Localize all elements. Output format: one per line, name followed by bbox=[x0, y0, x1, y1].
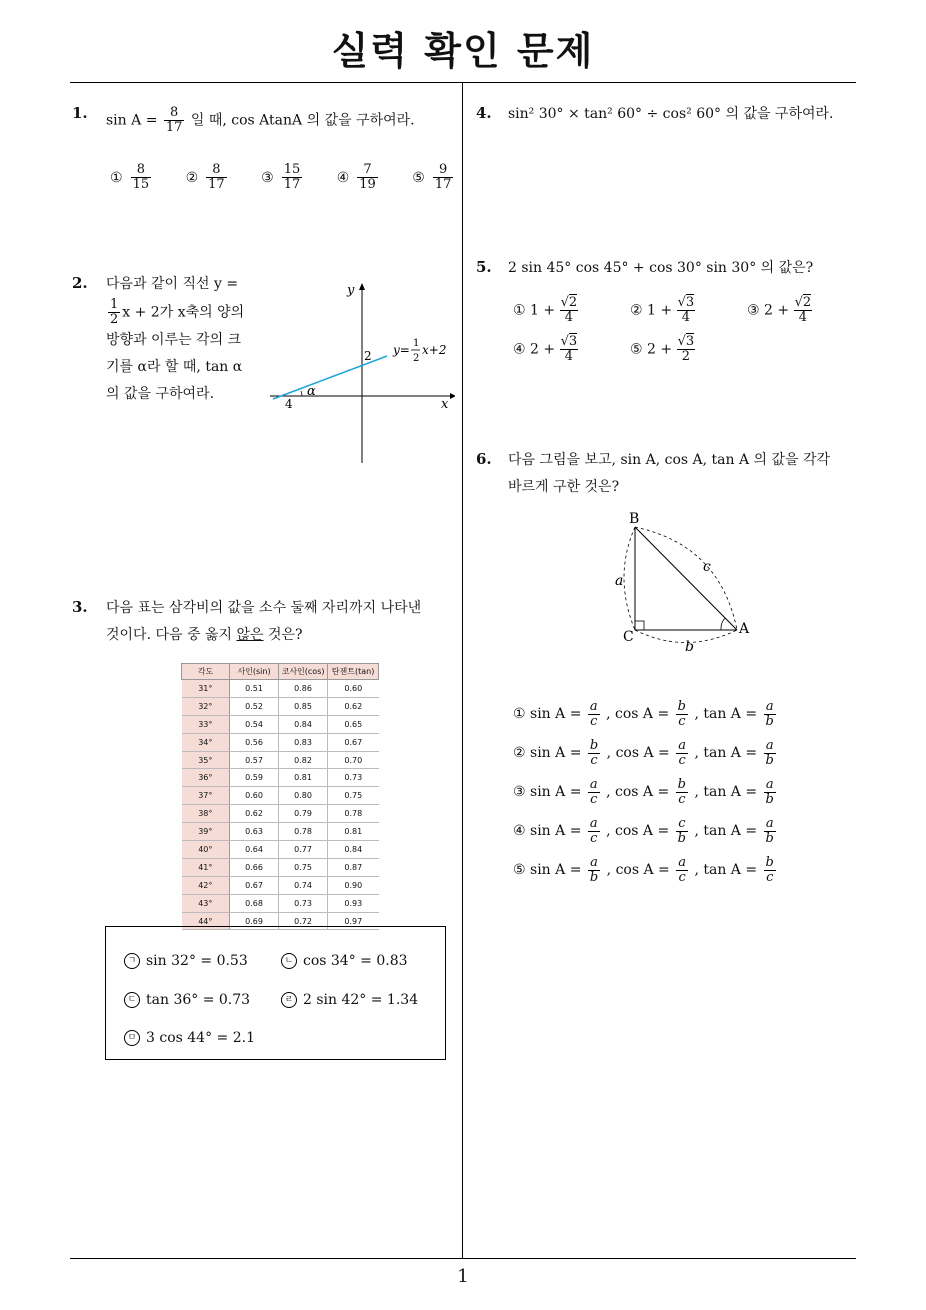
table-row bbox=[182, 841, 379, 859]
top-rule bbox=[70, 82, 856, 83]
question-2-number: 2. bbox=[72, 274, 88, 292]
value-cell: 0.79 bbox=[278, 805, 327, 823]
statement-item[interactable]: ㄴ cos 34° = 0.83 bbox=[281, 953, 408, 969]
q2-line: 방향과 이루는 각의 크 bbox=[106, 332, 242, 348]
q5-choice[interactable]: ② 1 + $\frac{√3}{4}$ bbox=[630, 295, 695, 325]
q2-line: 다음과 같이 직선 y = bbox=[106, 276, 239, 292]
angle-cell: 39° bbox=[182, 823, 230, 841]
value-cell: 0.86 bbox=[278, 680, 327, 698]
side-a-label: a bbox=[615, 573, 624, 589]
q5-choice[interactable]: ① 1 + $\frac{√2}{4}$ bbox=[513, 295, 578, 325]
statement-item[interactable]: ㄷ tan 36° = 0.73 bbox=[124, 992, 250, 1008]
table-header-row: 각도 사인(sin) 코사인(cos) 탄젠트(tan) bbox=[182, 664, 379, 680]
q5-choice[interactable]: ③ 2 + $\frac{√2}{4}$ bbox=[747, 295, 812, 325]
vertex-C: C bbox=[623, 629, 634, 645]
q1-choice[interactable]: ④ $\frac{7}{19}$ bbox=[336, 162, 376, 192]
value-cell: 0.73 bbox=[328, 769, 379, 787]
value-cell: 0.81 bbox=[278, 769, 327, 787]
side-c bbox=[635, 527, 737, 630]
table-row bbox=[182, 805, 379, 823]
value-cell: 0.67 bbox=[230, 876, 279, 894]
value-cell: 0.84 bbox=[278, 715, 327, 733]
value-cell: 0.84 bbox=[328, 841, 379, 859]
statement-box bbox=[105, 926, 446, 1060]
question-1-choices bbox=[110, 163, 483, 192]
page-title: 실력 확인 문제 bbox=[331, 29, 595, 73]
question-1-number: 1. bbox=[72, 104, 88, 122]
value-cell: 0.77 bbox=[278, 841, 327, 859]
angle-A-arc bbox=[721, 618, 725, 630]
eq-pre: y= bbox=[393, 343, 410, 357]
page-number: 1 bbox=[457, 1266, 469, 1287]
brace-a bbox=[624, 527, 635, 630]
value-cell: 0.93 bbox=[328, 894, 379, 912]
q6-choice[interactable]: ⑤ sin A = $\frac{a}{b}$ , cos A = $\frac{a}{c}$ , tan A = $\frac{b}{c}$ bbox=[513, 854, 774, 885]
angle-cell: 33° bbox=[182, 715, 230, 733]
q6-choice[interactable]: ② sin A = $\frac{b}{c}$ , cos A = $\frac{a}{c}$ , tan A = $\frac{a}{b}$ bbox=[513, 737, 774, 768]
value-cell: 0.75 bbox=[278, 858, 327, 876]
value-cell: 0.51 bbox=[230, 680, 279, 698]
value-cell: 0.72 bbox=[278, 912, 327, 930]
side-c-label: c bbox=[703, 559, 711, 575]
angle-cell: 44° bbox=[182, 912, 230, 930]
value-cell: 0.87 bbox=[328, 858, 379, 876]
y-intercept-label: 2 bbox=[364, 349, 372, 363]
question-3-number: 3. bbox=[72, 598, 88, 616]
statement-item[interactable]: ㄱ sin 32° = 0.53 bbox=[124, 953, 248, 969]
q2-line: 기를 α라 할 때, tan α bbox=[106, 359, 243, 375]
value-cell: 0.82 bbox=[278, 751, 327, 769]
value-cell: 0.60 bbox=[230, 787, 279, 805]
q2-line: $\frac{1}{2}$ x + 2가 x축의 양의 bbox=[110, 297, 245, 327]
angle-arc bbox=[301, 391, 302, 396]
value-cell: 0.56 bbox=[230, 733, 279, 751]
value-cell: 0.57 bbox=[230, 751, 279, 769]
q6-choice[interactable]: ④ sin A = $\frac{a}{c}$ , cos A = $\frac{c}{b}$ , tan A = $\frac{a}{b}$ bbox=[513, 815, 774, 846]
column-divider bbox=[462, 82, 463, 1258]
vertex-A: A bbox=[739, 621, 750, 637]
table-body bbox=[182, 680, 379, 930]
q2-fraction: $\frac{1}{2}$ bbox=[110, 297, 119, 327]
question-4-text: sin² 30° × tan² 60° ÷ cos² 60° 의 값을 구하여라. bbox=[508, 106, 834, 122]
eq-post: x+2 bbox=[422, 343, 447, 357]
question-5-number: 5. bbox=[476, 258, 492, 276]
eq-den: 2 bbox=[413, 353, 420, 364]
value-cell: 0.73 bbox=[278, 894, 327, 912]
value-cell: 0.97 bbox=[328, 912, 379, 930]
table-row bbox=[182, 858, 379, 876]
trig-table bbox=[181, 663, 379, 930]
q1-choice[interactable]: ③ $\frac{15}{17}$ bbox=[261, 162, 301, 192]
x-axis-label: x bbox=[441, 397, 449, 412]
q1-choice[interactable]: ① $\frac{8}{15}$ bbox=[110, 162, 150, 192]
value-cell: 0.75 bbox=[328, 787, 379, 805]
q5-choice[interactable]: ④ 2 + $\frac{√3}{4}$ bbox=[513, 334, 578, 364]
value-cell: 0.52 bbox=[230, 697, 279, 715]
angle-cell: 41° bbox=[182, 858, 230, 876]
value-cell: 0.54 bbox=[230, 715, 279, 733]
angle-label: α bbox=[307, 384, 316, 399]
value-cell: 0.59 bbox=[230, 769, 279, 787]
value-cell: 0.68 bbox=[230, 894, 279, 912]
table-row bbox=[182, 769, 379, 787]
eq-num: 1 bbox=[413, 338, 420, 349]
x-intercept-label: 4 bbox=[285, 397, 293, 411]
angle-cell: 38° bbox=[182, 805, 230, 823]
table-row bbox=[182, 697, 379, 715]
q2-line: 의 값을 구하여라. bbox=[106, 386, 215, 402]
angle-cell: 34° bbox=[182, 733, 230, 751]
angle-cell: 35° bbox=[182, 751, 230, 769]
y-axis-label: y bbox=[347, 283, 355, 298]
value-cell: 0.62 bbox=[230, 805, 279, 823]
value-cell: 0.67 bbox=[328, 733, 379, 751]
table-row bbox=[182, 823, 379, 841]
angle-cell: 40° bbox=[182, 841, 230, 859]
bottom-rule bbox=[70, 1258, 856, 1259]
q6-choice[interactable]: ③ sin A = $\frac{a}{c}$ , cos A = $\frac{b}{c}$ , tan A = $\frac{a}{b}$ bbox=[513, 776, 774, 807]
q1-pre: sin A = bbox=[106, 112, 158, 129]
right-angle-mark bbox=[635, 621, 644, 630]
q3-line: 것이다. 다음 중 옳지 않은 것은? bbox=[106, 627, 303, 643]
q6-line: 다음 그림을 보고, sin A, cos A, tan A 의 값을 각각 bbox=[508, 452, 831, 468]
value-cell: 0.78 bbox=[278, 823, 327, 841]
vertex-B: B bbox=[629, 511, 640, 527]
question-6-number: 6. bbox=[476, 450, 492, 468]
value-cell: 0.63 bbox=[230, 823, 279, 841]
question-6-text bbox=[508, 447, 858, 501]
q1-choice[interactable]: ② $\frac{8}{17}$ bbox=[185, 162, 225, 192]
table-row bbox=[182, 876, 379, 894]
angle-cell: 37° bbox=[182, 787, 230, 805]
q6-choice[interactable]: ① sin A = $\frac{a}{c}$ , cos A = $\frac{b}{c}$ , tan A = $\frac{a}{b}$ bbox=[513, 698, 774, 729]
question-3-text bbox=[106, 595, 456, 649]
value-cell: 0.60 bbox=[328, 680, 379, 698]
q1-post: 일 때, cos AtanA 의 값을 구하여라. bbox=[190, 112, 415, 129]
value-cell: 0.66 bbox=[230, 858, 279, 876]
question-6-choices bbox=[513, 695, 778, 890]
statement-item[interactable]: ㅁ 3 cos 44° = 2.1 bbox=[124, 1030, 255, 1046]
table-row bbox=[182, 733, 379, 751]
value-cell: 0.90 bbox=[328, 876, 379, 894]
value-cell: 0.78 bbox=[328, 805, 379, 823]
value-cell: 0.74 bbox=[278, 876, 327, 894]
question-1-text bbox=[106, 106, 415, 135]
table-row bbox=[182, 894, 379, 912]
value-cell: 0.80 bbox=[278, 787, 327, 805]
q1-fraction: $\frac{8}{17}$ bbox=[165, 105, 183, 135]
value-cell: 0.69 bbox=[230, 912, 279, 930]
angle-cell: 36° bbox=[182, 769, 230, 787]
value-cell: 0.83 bbox=[278, 733, 327, 751]
table-row bbox=[182, 751, 379, 769]
q2-graph bbox=[265, 280, 455, 470]
value-cell: 0.62 bbox=[328, 697, 379, 715]
table-row bbox=[182, 787, 379, 805]
side-b-label: b bbox=[685, 639, 694, 655]
question-5-text: 2 sin 45° cos 45° + cos 30° sin 30° 의 값은? bbox=[508, 260, 814, 276]
table-row bbox=[182, 680, 379, 698]
q6-triangle bbox=[605, 505, 765, 660]
table-row bbox=[182, 715, 379, 733]
angle-cell: 42° bbox=[182, 876, 230, 894]
q1-choice[interactable]: ⑤ $\frac{9}{17}$ bbox=[412, 162, 452, 192]
angle-cell: 32° bbox=[182, 697, 230, 715]
value-cell: 0.64 bbox=[230, 841, 279, 859]
angle-cell: 31° bbox=[182, 680, 230, 698]
q3-line: 다음 표는 삼각비의 값을 소수 둘째 자리까지 나타낸 bbox=[106, 600, 422, 616]
question-2-text bbox=[106, 271, 260, 408]
value-cell: 0.70 bbox=[328, 751, 379, 769]
q5-choice[interactable]: ⑤ 2 + $\frac{√3}{2}$ bbox=[630, 334, 695, 364]
q6-line: 바르게 구한 것은? bbox=[508, 479, 620, 495]
value-cell: 0.85 bbox=[278, 697, 327, 715]
value-cell: 0.81 bbox=[328, 823, 379, 841]
value-cell: 0.65 bbox=[328, 715, 379, 733]
question-4-number: 4. bbox=[476, 104, 492, 122]
statement-item[interactable]: ㄹ 2 sin 42° = 1.34 bbox=[281, 992, 418, 1008]
angle-cell: 43° bbox=[182, 894, 230, 912]
